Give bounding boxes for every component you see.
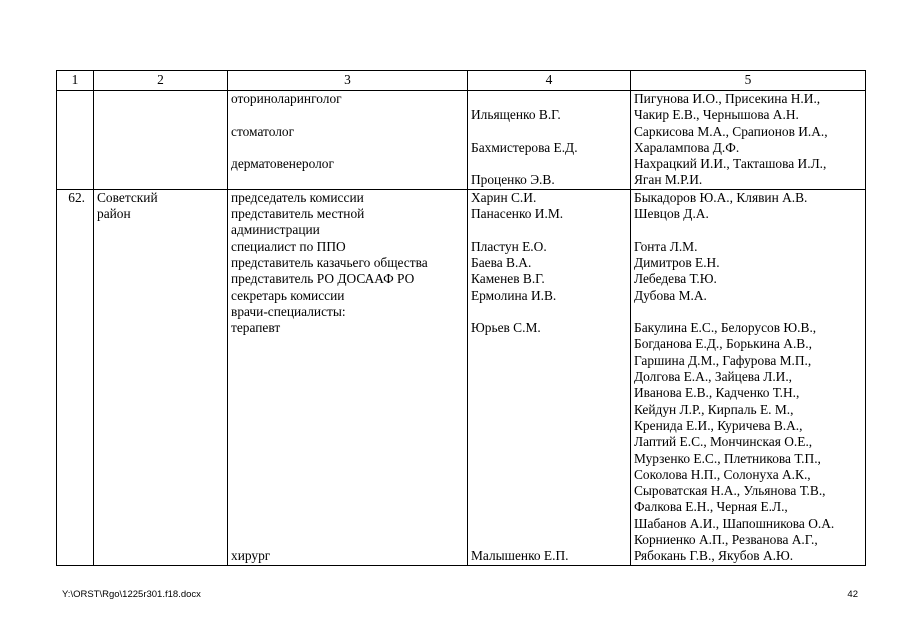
row-number-cell — [57, 91, 94, 190]
representative-line: Каменев В.Г. — [471, 271, 545, 287]
role-line: специалист по ППО — [231, 238, 346, 254]
role-line — [231, 499, 464, 515]
table-header-row — [57, 71, 866, 91]
representative-line — [471, 499, 627, 515]
role-cell — [228, 189, 468, 565]
role-line: представитель местной — [231, 206, 365, 222]
representative-line — [471, 304, 627, 320]
role-line — [231, 369, 464, 385]
role-line — [231, 516, 464, 532]
member-line: Нахрацкий И.И., Такташова И.Л., — [634, 156, 827, 172]
role-line — [231, 483, 464, 499]
members-cell — [631, 189, 866, 565]
role-line — [231, 402, 464, 418]
district-line: Советский — [97, 189, 158, 205]
representative-line: Баева В.А. — [471, 254, 532, 270]
role-line: оториноларинголог — [231, 91, 342, 106]
role-line — [231, 532, 464, 548]
member-line: Бакулина Е.С., Белорусов Ю.В., — [634, 320, 817, 336]
member-line: Лаптий Е.С., Мончинская О.Е., — [634, 434, 813, 450]
role-line: секретарь комиссии — [231, 287, 345, 303]
table-body — [57, 91, 866, 566]
district-cell — [94, 91, 228, 190]
role-line — [231, 336, 464, 352]
district-line: район — [97, 206, 131, 222]
member-line: Сыроватская Н.А., Ульянова Т.В., — [634, 483, 826, 499]
role-line — [231, 107, 464, 123]
member-line: Рябокань Г.В., Якубов А.Ю. — [634, 548, 794, 564]
member-line: Кренида Е.И., Куричева В.А., — [634, 417, 803, 433]
representative-line — [471, 336, 627, 352]
member-line: Шевцов Д.А. — [634, 206, 709, 222]
member-line: Кейдун Л.Р., Кирпаль Е. М., — [634, 401, 794, 417]
member-line: Соколова Н.П., Солонуха А.К., — [634, 466, 811, 482]
representative-line: Проценко Э.В. — [471, 172, 555, 188]
representative-line — [471, 434, 627, 450]
representative-line: Пластун Е.О. — [471, 238, 547, 254]
role-line — [231, 418, 464, 434]
representative-line — [471, 418, 627, 434]
role-line: представитель РО ДОСААФ РО — [231, 271, 415, 287]
representative-line: Бахмистерова Е.Д. — [471, 139, 578, 155]
member-line: Долгова Е.А., Зайцева Л.И., — [634, 369, 793, 385]
member-line: Яган М.Р.И. — [634, 172, 703, 188]
representative-line: Юрьев С.М. — [471, 320, 541, 336]
role-line: врачи-специалисты: — [231, 303, 346, 319]
role-line — [231, 434, 464, 450]
district-cell — [94, 189, 228, 565]
role-cell — [228, 91, 468, 190]
column-header-3: 3 — [228, 71, 468, 91]
member-line: Харалампова Д.Ф. — [634, 139, 740, 155]
member-line: Лебедева Т.Ю. — [634, 271, 717, 287]
member-line: Фалкова Е.Н., Черная Е.Л., — [634, 499, 788, 515]
role-line: председатель комиссии — [231, 189, 364, 205]
role-line — [231, 140, 464, 156]
role-line: хирург — [231, 548, 271, 564]
representative-line — [471, 91, 627, 107]
representative-line — [471, 532, 627, 548]
role-line: стоматолог — [231, 123, 295, 139]
representative-line — [471, 451, 627, 467]
column-header-5: 5 — [631, 71, 866, 91]
column-header-4: 4 — [468, 71, 631, 91]
member-line: Саркисова М.А., Срапионов И.А., — [634, 123, 828, 139]
member-line: Шабанов А.И., Шапошникова О.А. — [634, 515, 835, 531]
column-header-1: 1 — [57, 71, 94, 91]
footer-page-number: 42 — [847, 589, 858, 600]
member-line: Димитров Е.Н. — [634, 254, 720, 270]
members-cell — [631, 91, 866, 190]
representative-line — [471, 369, 627, 385]
representative-line — [471, 124, 627, 140]
role-line — [231, 467, 464, 483]
role-line — [231, 353, 464, 369]
table-row — [57, 91, 866, 190]
representative-line: Харин С.И. — [471, 189, 537, 205]
member-line: Иванова Е.В., Кадченко Т.Н., — [634, 385, 800, 401]
member-line: Корниенко А.П., Резванова А.Г., — [634, 532, 818, 548]
representative-line — [471, 516, 627, 532]
member-line: Богданова Е.Д., Борькина А.В., — [634, 336, 812, 352]
representative-line — [471, 156, 627, 172]
member-line: Гаршина Д.М., Гафурова М.П., — [634, 352, 812, 368]
table-row — [57, 189, 866, 565]
row-number-cell — [57, 189, 94, 565]
representative-line: Ермолина И.В. — [471, 287, 557, 303]
representative-line — [471, 402, 627, 418]
column-header-2: 2 — [94, 71, 228, 91]
role-line: дерматовенеролог — [231, 156, 334, 172]
member-line: Гонта Л.М. — [634, 238, 698, 254]
member-line — [634, 222, 862, 238]
member-line — [634, 304, 862, 320]
role-line — [231, 172, 464, 188]
representative-cell — [468, 91, 631, 190]
role-line: представитель казачьего общества — [231, 254, 428, 270]
member-line: Пигунова И.О., Присекина Н.И., — [634, 91, 821, 106]
representative-line: Ильященко В.Г. — [471, 107, 561, 123]
representative-cell — [468, 189, 631, 565]
member-line: Чакир Е.В., Чернышова А.Н. — [634, 107, 799, 123]
representative-line — [471, 483, 627, 499]
commission-table — [56, 70, 866, 566]
representative-line: Панасенко И.М. — [471, 206, 564, 222]
representative-line — [471, 467, 627, 483]
representative-line — [471, 385, 627, 401]
representative-line: Малышенко Е.П. — [471, 548, 569, 564]
footer-file-path: Y:\ORST\Rgo\1225r301.f18.docx — [62, 589, 201, 600]
representative-line — [471, 353, 627, 369]
member-line: Мурзенко Е.С., Плетникова Т.П., — [634, 450, 821, 466]
role-line — [231, 451, 464, 467]
representative-line — [471, 222, 627, 238]
row-number: 62. — [68, 189, 85, 205]
role-line: терапевт — [231, 320, 281, 336]
member-line: Дубова М.А. — [634, 287, 707, 303]
member-line: Быкадоров Ю.А., Клявин А.В. — [634, 189, 808, 205]
role-line — [231, 385, 464, 401]
role-line: администрации — [231, 222, 320, 238]
